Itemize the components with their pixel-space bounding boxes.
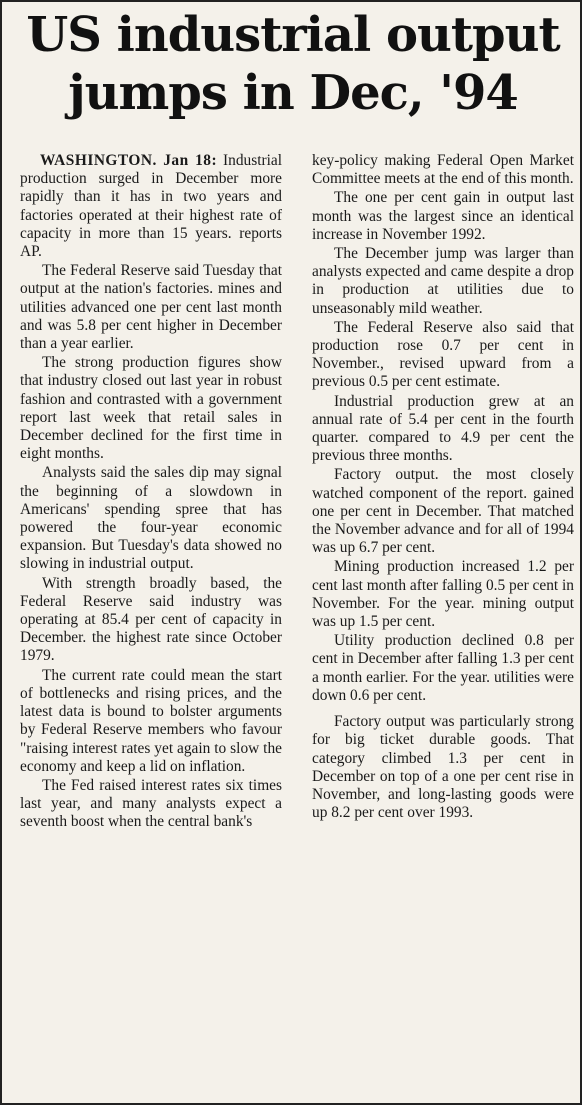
paragraph-3: The strong production figures show that industry closed out last year in robust fashion and contrasted with a government report last week that retail sales in December declined for the first time in eight months. bbox=[20, 354, 282, 463]
left-column bbox=[20, 152, 282, 833]
paragraph-11: The Federal Reserve also said that production rose 0.7 per cent in November., revised upward from a previous 0.5 per cent estimate. bbox=[312, 318, 574, 391]
paragraph-12: Industrial production grew at an annual rate of 5.4 per cent in the fourth quarter. compared to 4.9 per cent the previous three months. bbox=[312, 392, 574, 465]
paragraph-13: Factory output. the most closely watched component of the report. gained one per cent in December. That matched the November advance and for all of 1994 was up 6.7 per cent. bbox=[312, 466, 574, 557]
paragraph-15: Utility production declined 0.8 per cent in December after falling 1.3 per cent a month earlier. For the year. utilities were down 0.6 per cent. bbox=[312, 632, 574, 704]
headline: US industrial output jumps in Dec, '94 bbox=[26, 7, 560, 121]
paragraph-9: The one per cent gain in output last month was the largest since an identical increase in November 1992. bbox=[312, 189, 574, 243]
paragraph-8: key-policy making Federal Open Market Committee meets at the end of this month. bbox=[312, 152, 574, 188]
paragraph-7: The Fed raised interest rates six times last year, and many analysts expect a seventh boost when the central bank's bbox=[20, 776, 282, 831]
paragraph-16: Factory output was particularly strong for big ticket durable goods. That category climbed 1.3 per cent in December on top of a one per cent rise in November, and long-lasting goods were up 8.2 per cent over 1993. bbox=[312, 713, 574, 822]
article-body bbox=[2, 152, 582, 1102]
paragraph-5: With strength broadly based, the Federal Reserve said industry was operating at 85.4 per cent of capacity in December. the highest rate since October 1979. bbox=[20, 574, 282, 665]
paragraph-10: The December jump was larger than analysts expected and came despite a drop in production at utilities due to unseasonably mild weather. bbox=[312, 245, 574, 317]
paragraph-1-text: Industrial production surged in December more rapidly than it has in two years and factories operated at their highest rate of capacity in more than 15 years. reports AP. bbox=[20, 152, 282, 261]
paragraph-6: The current rate could mean the start of bottlenecks and rising prices, and the latest data is bound to bolster arguments by Federal Reserve members who favour "raising interest rates yet again to slow the economy and keep a lid on inflation. bbox=[20, 666, 282, 775]
paragraph-1 bbox=[20, 152, 282, 261]
paragraph-2: The Federal Reserve said Tuesday that output at the nation's factories. mines and utilities advanced one per cent last month and was 5.8 per cent higher in December than a year earlier. bbox=[20, 262, 282, 353]
right-column bbox=[312, 152, 574, 823]
paragraph-14: Mining production increased 1.2 per cent last month after falling 0.5 per cent in November. For the year. mining output was up 1.5 per cent. bbox=[312, 558, 574, 631]
paragraph-4: Analysts said the sales dip may signal the beginning of a slowdown in Americans' spending spree that has powered the four-year economic expansion. But Tuesday's data showed no slowing in industrial output. bbox=[20, 464, 282, 573]
dateline: WASHINGTON. Jan 18: bbox=[40, 152, 218, 169]
